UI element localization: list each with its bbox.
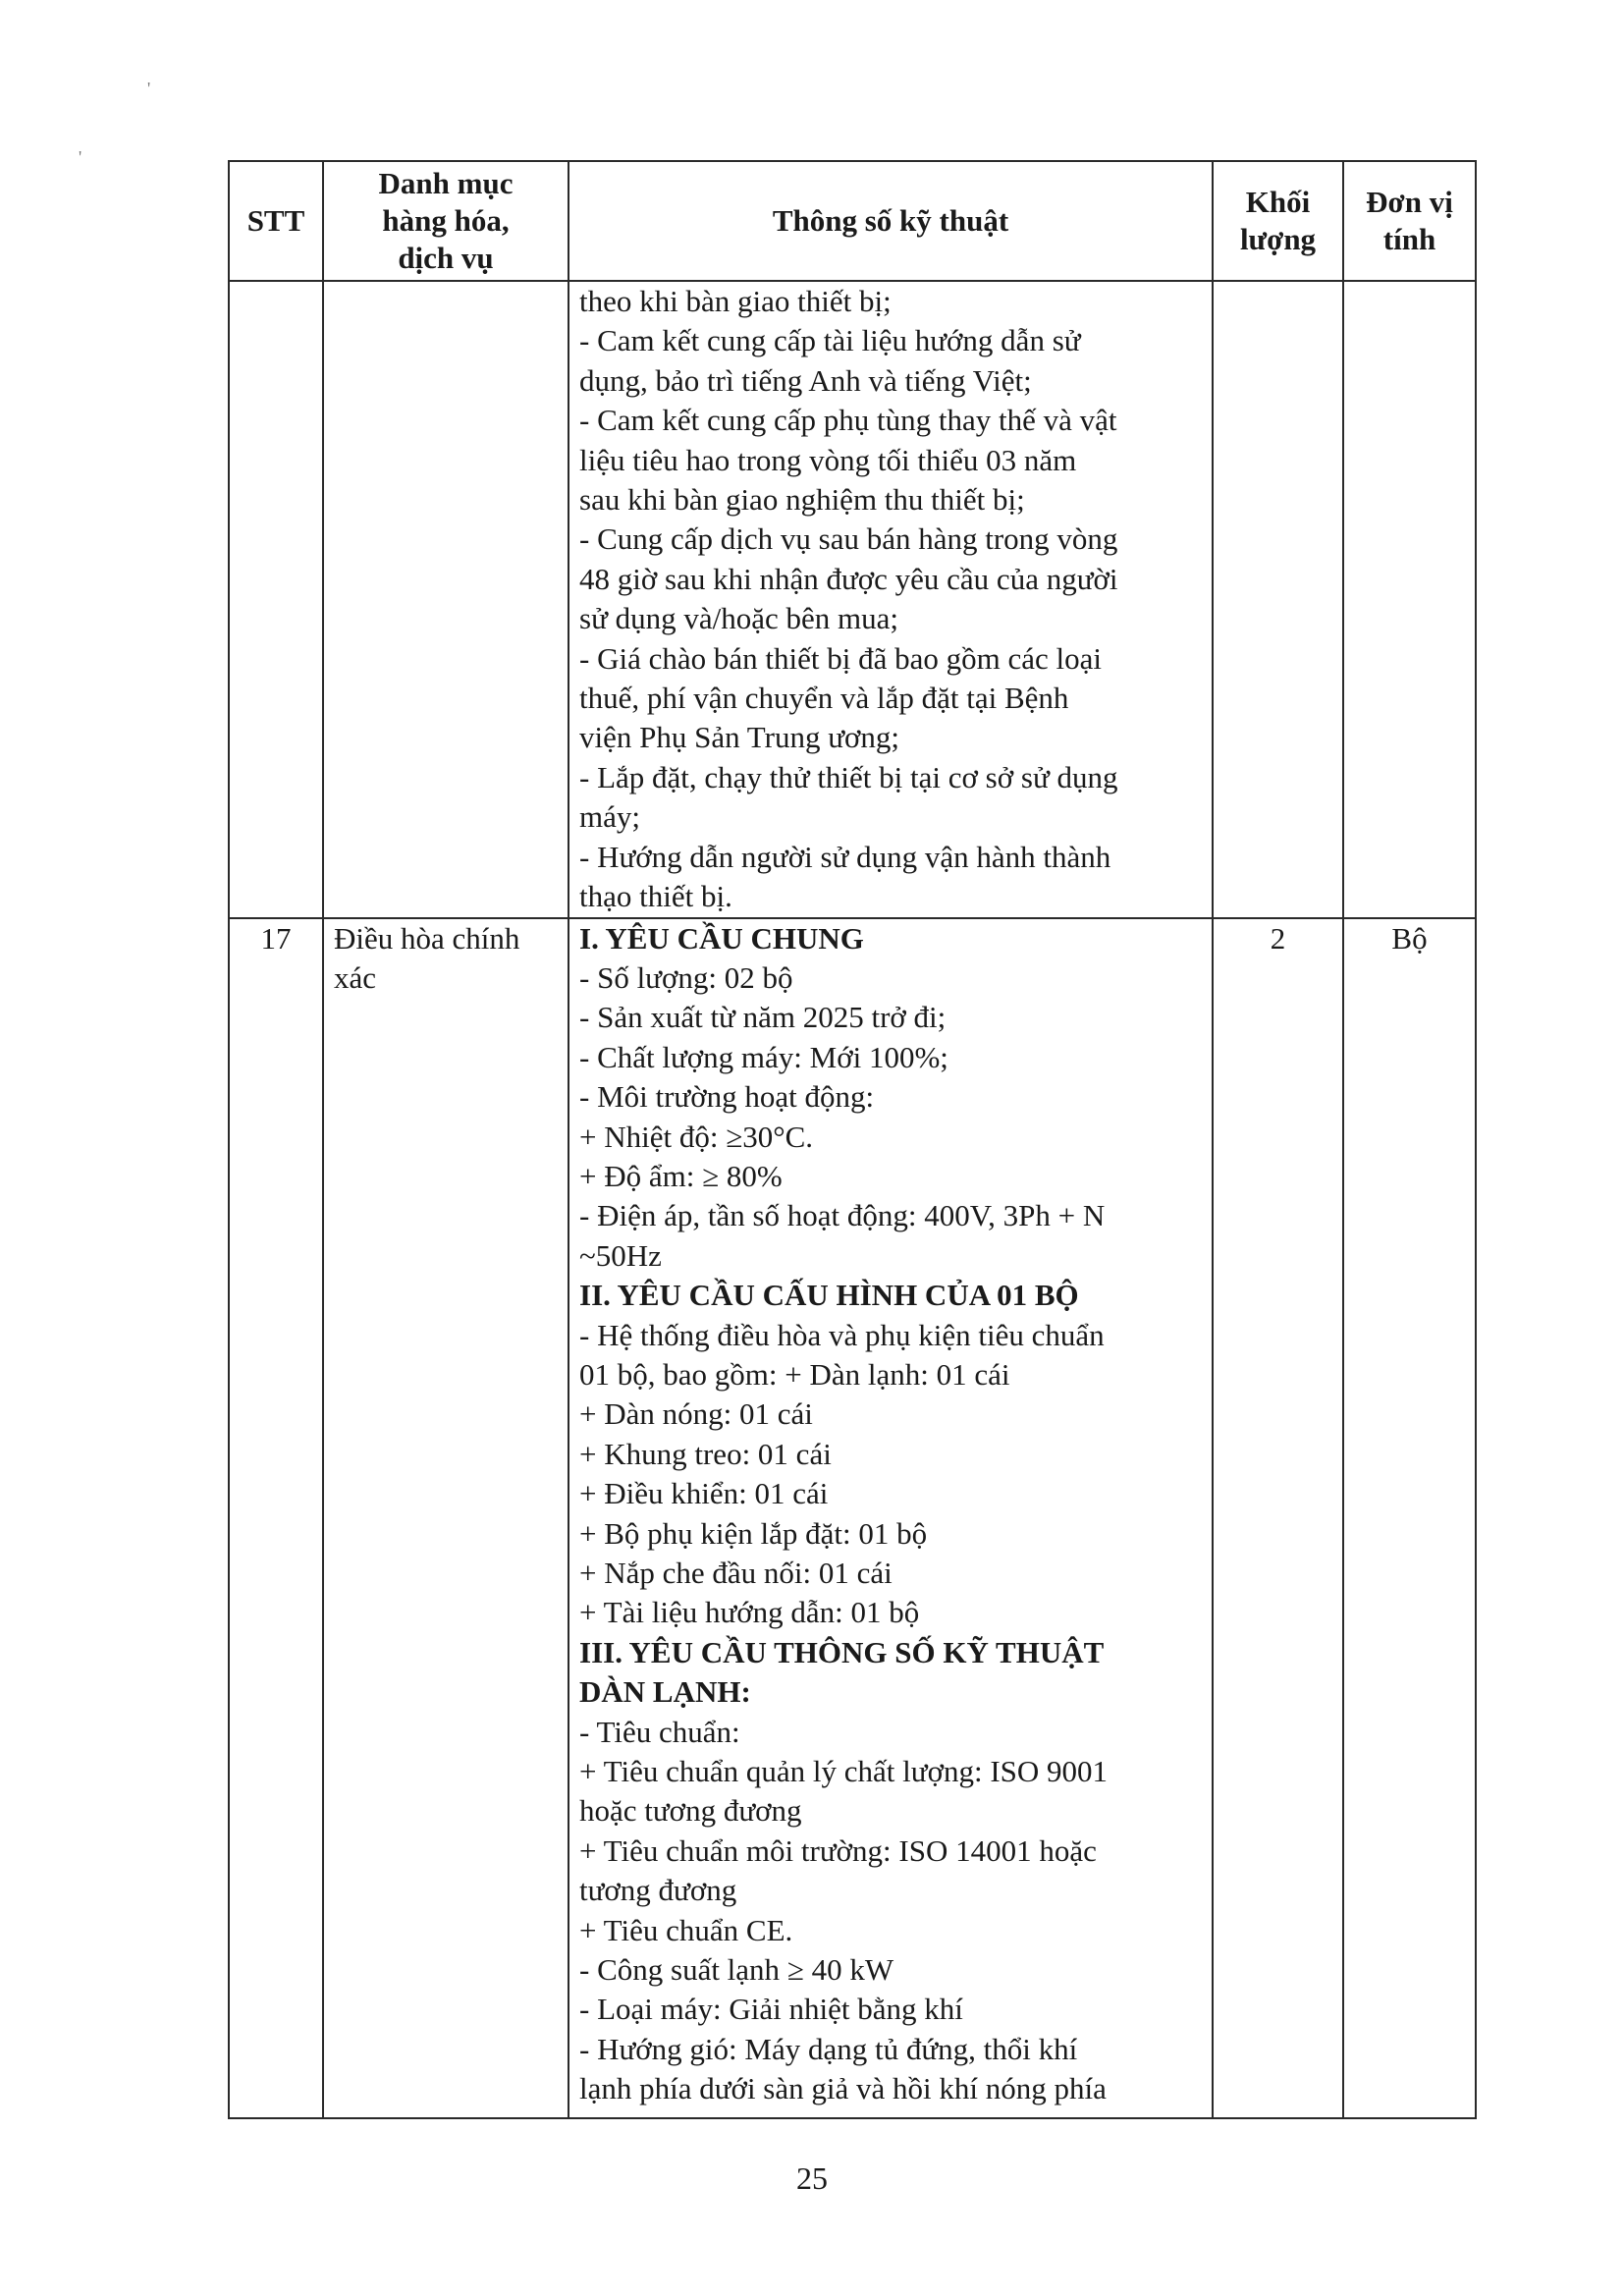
header-unit-line: tính	[1382, 222, 1436, 256]
page-number: 25	[796, 2160, 828, 2196]
cell-quantity: 2	[1213, 918, 1343, 2118]
spec-section-heading: III. YÊU CẦU THÔNG SỐ KỸ THUẬT	[579, 1634, 1105, 1669]
table-row-continuation	[229, 281, 1476, 918]
spec-line: - Chất lượng máy: Mới 100%;	[579, 1039, 948, 1074]
cell-name-empty	[323, 281, 568, 918]
header-quantity	[1213, 161, 1343, 281]
spec-line: - Cung cấp dịch vụ sau bán hàng trong vòng	[579, 521, 1118, 557]
spec-line: - Môi trường hoạt động:	[579, 1079, 875, 1115]
spec-line: + Tài liệu hướng dẫn: 01 bộ	[579, 1595, 920, 1630]
cell-item-name	[323, 918, 568, 2118]
table-row-item-17	[229, 918, 1476, 2118]
item-name-line: xác	[334, 959, 377, 995]
spec-line: liệu tiêu hao trong vòng tối thiểu 03 năm	[579, 442, 1077, 477]
spec-line: + Độ ẩm: ≥ 80%	[579, 1158, 783, 1193]
spec-line: sử dụng và/hoặc bên mua;	[579, 601, 899, 636]
scan-speck: '	[147, 79, 151, 98]
cell-spec	[568, 918, 1213, 2118]
spec-line: + Tiêu chuẩn quản lý chất lượng: ISO 9001	[579, 1754, 1109, 1789]
spec-line: - Công suất lạnh ≥ 40 kW	[579, 1952, 894, 1988]
spec-line: máy;	[579, 799, 640, 835]
cell-unit: Bộ	[1343, 918, 1476, 2118]
spec-line: - Cam kết cung cấp tài liệu hướng dẫn sử	[579, 323, 1081, 358]
spec-line: sau khi bàn giao nghiệm thu thiết bị;	[579, 482, 1025, 518]
spec-line: - Điện áp, tần số hoạt động: 400V, 3Ph + N	[579, 1198, 1106, 1233]
spec-line: - Lắp đặt, chạy thử thiết bị tại cơ sở sử dụng	[579, 759, 1118, 794]
header-spec: Thông số kỹ thuật	[568, 161, 1213, 281]
spec-line: - Hướng gió: Máy dạng tủ đứng, thổi khí	[579, 2031, 1078, 2066]
spec-line: + Điều khiển: 01 cái	[579, 1476, 829, 1511]
header-item-name-line: hàng hóa,	[382, 203, 510, 238]
spec-line: dụng, bảo trì tiếng Anh và tiếng Việt;	[579, 362, 1032, 398]
spec-line: - Hướng dẫn người sử dụng vận hành thành	[579, 839, 1111, 874]
header-unit	[1343, 161, 1476, 281]
spec-line: viện Phụ Sản Trung ương;	[579, 720, 900, 755]
spec-line: - Cam kết cung cấp phụ tùng thay thế và vật	[579, 403, 1117, 438]
spec-line: ~50Hz	[579, 1237, 662, 1273]
spec-line: + Nắp che đầu nối: 01 cái	[579, 1556, 893, 1590]
header-quantity-line: lượng	[1239, 222, 1317, 256]
header-unit-line: Đơn vị	[1366, 185, 1453, 219]
spec-line: - Sản xuất từ năm 2025 trở đi;	[579, 1000, 947, 1035]
spec-line: + Bộ phụ kiện lắp đặt: 01 bộ	[579, 1515, 928, 1551]
header-stt: STT	[229, 161, 323, 281]
cell-spec-continuation	[568, 281, 1213, 918]
header-quantity-line: Khối	[1245, 185, 1311, 219]
spec-line: lạnh phía dưới sàn giả và hồi khí nóng phía	[579, 2071, 1107, 2106]
spec-line: thuế, phí vận chuyển và lắp đặt tại Bệnh	[579, 681, 1069, 716]
scan-speck: '	[79, 147, 82, 167]
spec-line: + Tiêu chuẩn CE.	[579, 1912, 793, 1947]
spec-line: 48 giờ sau khi nhận được yêu cầu của người	[579, 561, 1118, 596]
spec-line: + Dàn nóng: 01 cái	[579, 1396, 813, 1432]
cell-stt: 17	[229, 918, 323, 2118]
table-header-row	[229, 161, 1476, 281]
item-name-line: Điều hòa chính	[334, 920, 520, 956]
header-item-name-line: Danh mục	[378, 166, 514, 200]
spec-line: tương đương	[579, 1873, 737, 1908]
cell-stt-empty	[229, 281, 323, 918]
spec-line: hoặc tương đương	[579, 1793, 802, 1829]
spec-line: + Khung treo: 01 cái	[579, 1436, 832, 1471]
spec-table	[228, 160, 1477, 2119]
spec-line: + Nhiệt độ: ≥30°C.	[579, 1119, 814, 1154]
spec-line: - Hệ thống điều hòa và phụ kiện tiêu chuẩn	[579, 1317, 1105, 1352]
spec-line: - Số lượng: 02 bộ	[579, 959, 793, 995]
spec-line: 01 bộ, bao gồm: + Dàn lạnh: 01 cái	[579, 1356, 1010, 1392]
cell-unit-empty	[1343, 281, 1476, 918]
spec-line: thạo thiết bị.	[579, 879, 732, 914]
spec-section-heading: DÀN LẠNH:	[579, 1674, 751, 1710]
spec-line: - Giá chào bán thiết bị đã bao gồm các loại	[579, 640, 1102, 676]
header-item-name-line: dịch vụ	[398, 241, 494, 275]
spec-section-heading: II. YÊU CẦU CẤU HÌNH CỦA 01 BỘ	[579, 1278, 1079, 1313]
spec-line: - Loại máy: Giải nhiệt bằng khí	[579, 1992, 963, 2027]
cell-qty-empty	[1213, 281, 1343, 918]
header-item-name	[323, 161, 568, 281]
spec-section-heading: I. YÊU CẦU CHUNG	[579, 920, 864, 956]
spec-line: - Tiêu chuẩn:	[579, 1714, 740, 1749]
spec-line: + Tiêu chuẩn môi trường: ISO 14001 hoặc	[579, 1832, 1097, 1868]
spec-line: theo khi bàn giao thiết bị;	[579, 284, 892, 318]
